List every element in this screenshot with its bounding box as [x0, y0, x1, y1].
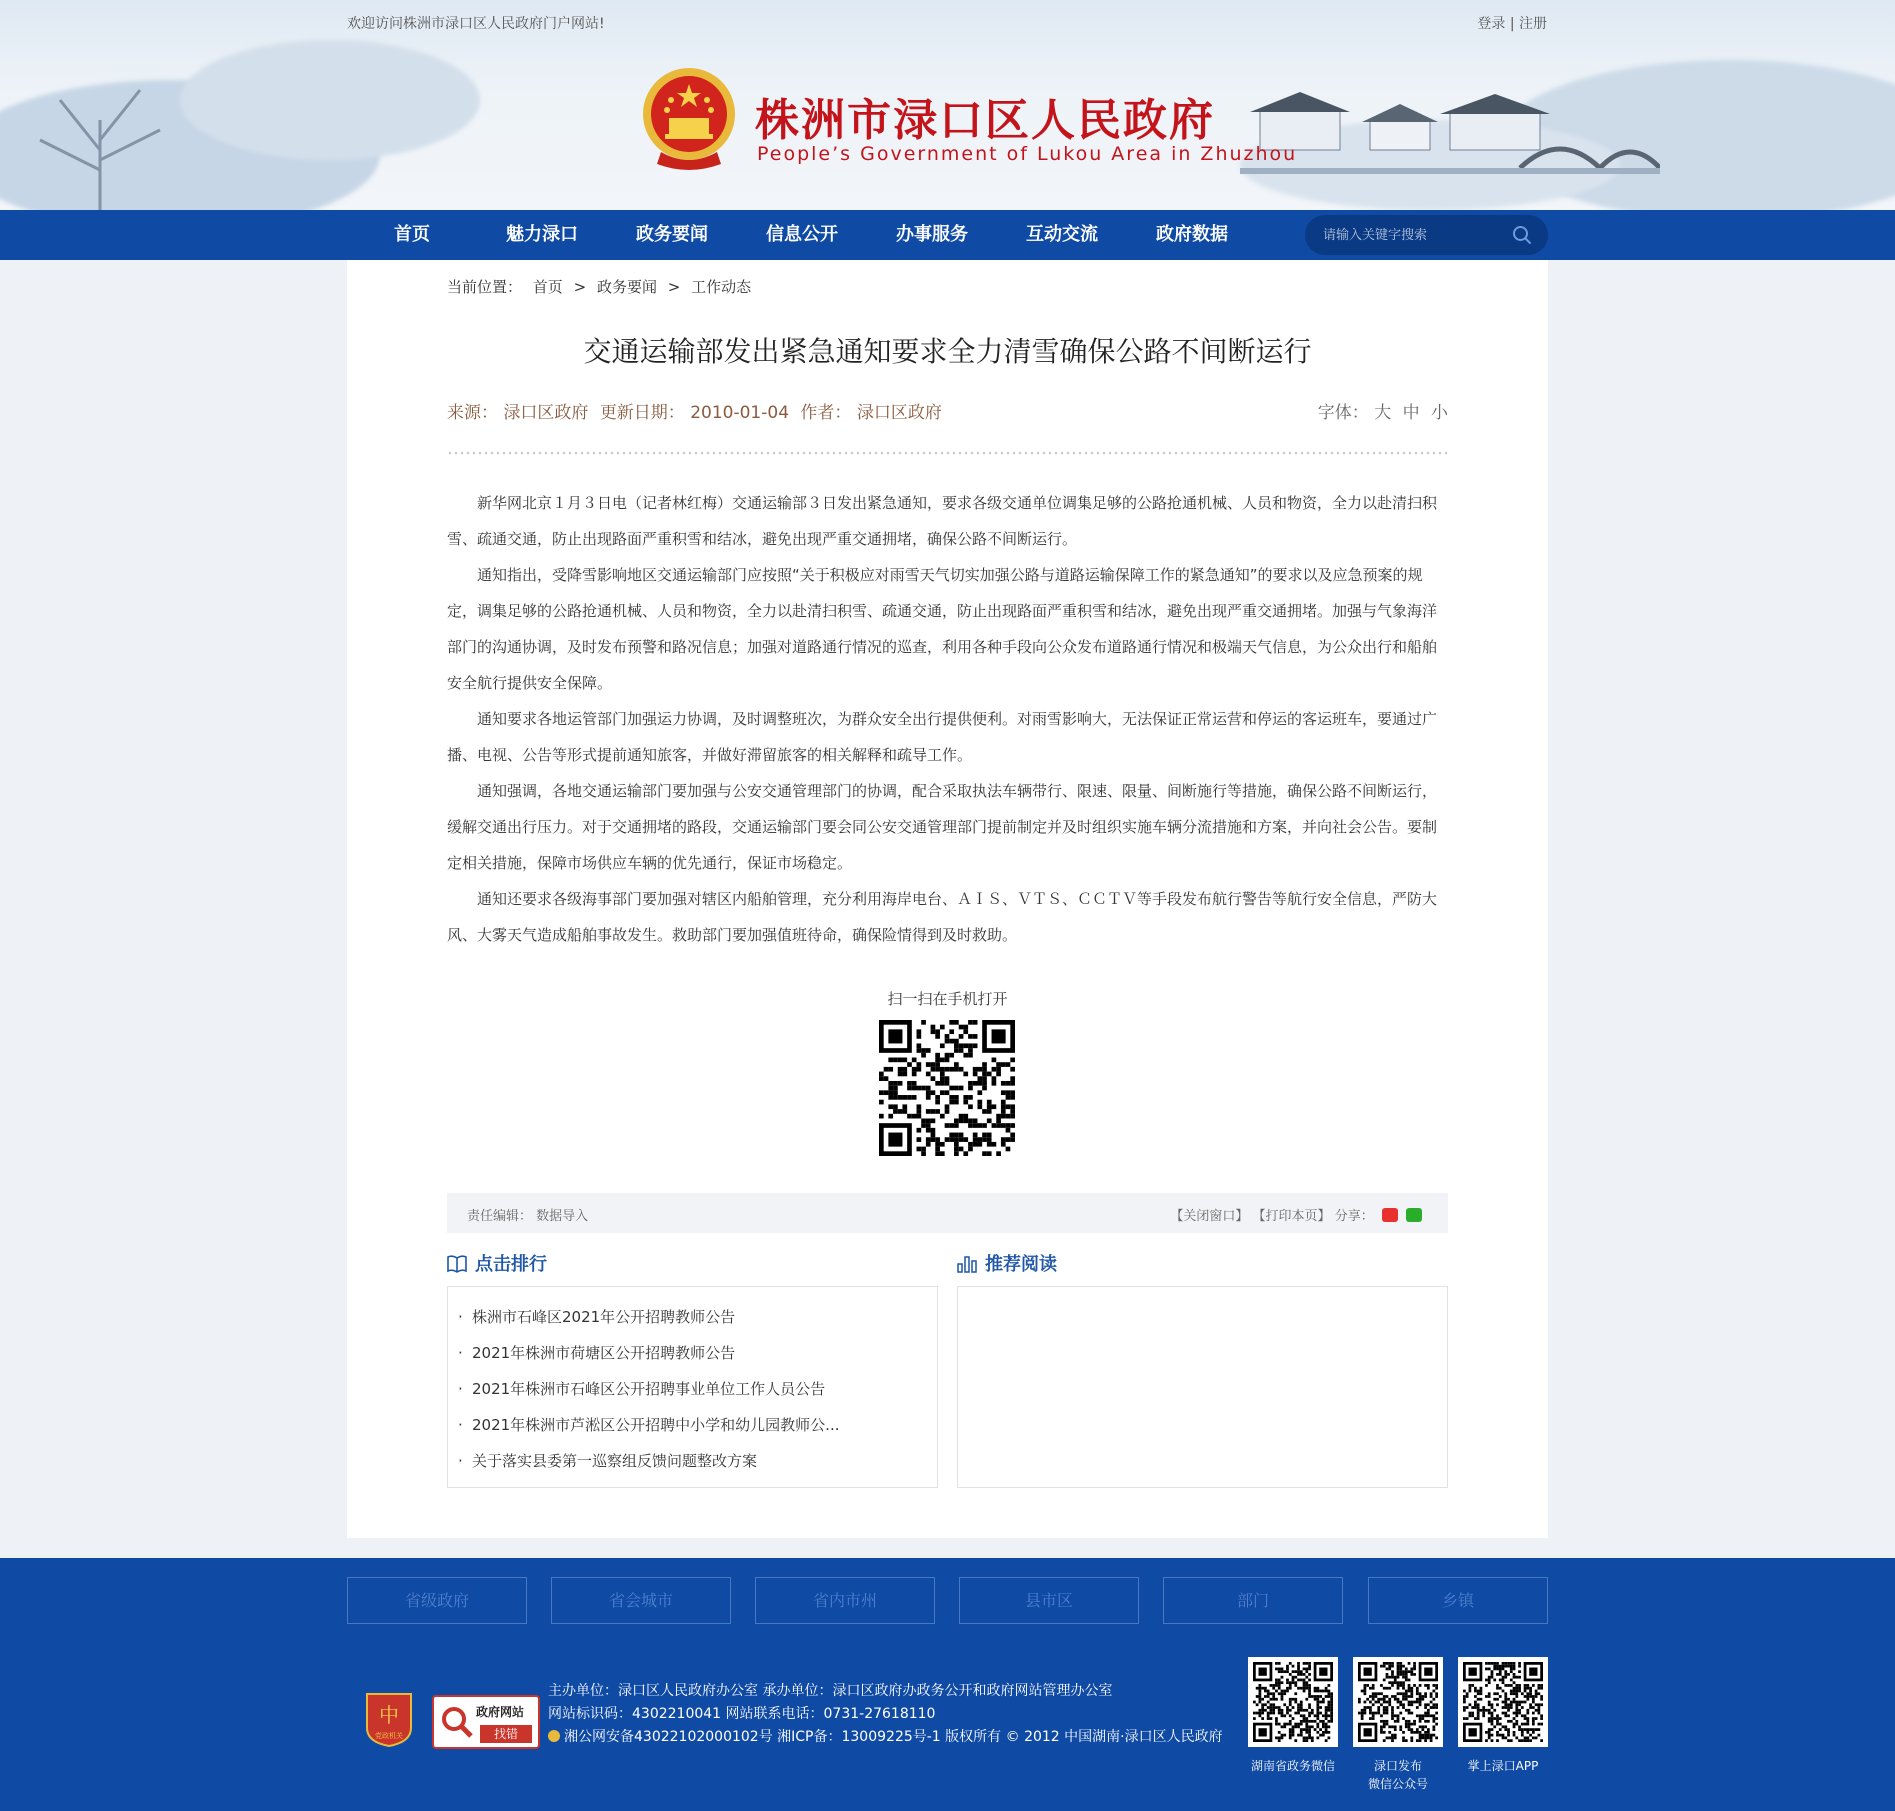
dotted-divider	[447, 450, 1448, 456]
book-icon	[447, 1255, 467, 1273]
error-report-bottom: 找错	[480, 1725, 532, 1743]
main-navigation	[0, 210, 1895, 260]
footer-icp-value: 湘公网安备43022102000102号 湘ICP备：13009225号-1 版权所有 © 2012 中国湖南·渌口区人民政府	[564, 1729, 1223, 1745]
site-title: 株洲市渌口区人民政府	[755, 95, 1215, 146]
editor-label: 责任编辑：	[467, 1209, 533, 1224]
party-gov-badge-icon[interactable]	[363, 1690, 415, 1748]
editor-bar	[447, 1193, 1448, 1233]
nav-services[interactable]: 办事服务	[896, 224, 968, 245]
national-emblem-icon	[641, 64, 737, 172]
breadcrumb-home[interactable]: 首页	[532, 278, 563, 296]
share-label: 分享：	[1334, 1209, 1374, 1224]
recommend-list-box	[957, 1286, 1448, 1488]
footer-info	[548, 1680, 1223, 1749]
font-large-button[interactable]: 大	[1374, 403, 1392, 423]
qr-label-lukou-app: 掌上渌口APP	[1467, 1759, 1539, 1773]
article-paragraph: 通知还要求各级海事部门要加强对辖区内船舶管理，充分利用海岸电台、ＡＩＳ、ＶＴＳ、ＣＣＴＶ等手段发布航行警告等航行安全信息，严防大风、大雾天气造成船舶事故发生。救助部门要加强值班待命，确保险情得到及时救助。	[447, 890, 1438, 944]
qr-label-hunan-wechat: 湖南省政务微信	[1250, 1759, 1335, 1773]
footer-link-provincial-gov[interactable]: 省级政府	[347, 1577, 527, 1624]
mountain-decoration	[180, 40, 480, 160]
qr-code-hunan-wechat	[1248, 1657, 1338, 1747]
qr-code-image	[879, 1020, 1015, 1156]
article-paragraph: 新华网北京１月３日电（记者林红梅）交通运输部３日发出紧急通知，要求各级交通单位调集足够的公路抢通机械、人员和物资，全力以赴清扫积雪、疏通交通，防止出现路面严重积雪和结冰，避免出现严重交通拥堵，确保公路不间断运行。	[447, 494, 1438, 548]
source-value: 渌口区政府	[503, 403, 589, 423]
recommend-header	[957, 1250, 1057, 1276]
footer-link-counties[interactable]: 县市区	[959, 1577, 1139, 1624]
qr-label-lukou-wechat: 渌口发布 微信公众号	[1367, 1759, 1428, 1791]
search-box	[1305, 215, 1548, 255]
wechat-share-icon[interactable]	[1406, 1208, 1422, 1222]
recommend-title: 推荐阅读	[985, 1254, 1057, 1275]
breadcrumb-label: 当前位置：	[447, 278, 523, 296]
welcome-text: 欢迎访问株洲市渌口区人民政府门户网站!	[347, 16, 605, 32]
footer-link-provincial-capitals[interactable]: 省会城市	[551, 1577, 731, 1624]
list-item[interactable]: · 2021年株洲市芦淞区公开招聘中小学和幼儿园教师公...	[458, 1416, 840, 1434]
footer-icp-text	[548, 1726, 1223, 1749]
ranking-list-box	[447, 1286, 938, 1488]
date-value: 2010-01-04	[690, 403, 790, 423]
register-link[interactable]: 注册	[1519, 16, 1547, 32]
nav-gov-news[interactable]: 政务要闻	[636, 224, 708, 245]
font-medium-button[interactable]: 中	[1402, 403, 1420, 423]
site-subtitle: People’s Government of Lukou Area in Zhuzhou	[757, 143, 1298, 165]
source-label: 来源：	[447, 403, 498, 423]
site-error-report-button[interactable]	[432, 1695, 540, 1749]
police-badge-icon	[548, 1730, 560, 1742]
author-value: 渌口区政府	[856, 403, 942, 423]
breadcrumb-separator: >	[667, 278, 681, 296]
article-paragraph: 通知要求各地运管部门加强运力协调，及时调整班次，为群众安全出行提供便利。对雨雪影响大，无法保证正常运营和停运的客运班车，要通过广播、电视、公告等形式提前通知旅客，并做好滞留旅客的相关解释和疏导工作。	[447, 710, 1438, 764]
breadcrumb	[447, 276, 751, 297]
nav-info-disclosure[interactable]: 信息公开	[766, 224, 838, 245]
article-title: 交通运输部发出紧急通知要求全力清雪确保公路不间断运行	[583, 335, 1312, 368]
search-icon[interactable]	[1512, 225, 1532, 245]
close-window-button[interactable]: 【关闭窗口】	[1170, 1209, 1249, 1224]
list-item-text: 株洲市石峰区2021年公开招聘教师公告	[472, 1308, 736, 1326]
qr-code-lukou-wechat	[1353, 1657, 1443, 1747]
footer-link-townships[interactable]: 乡镇	[1368, 1577, 1548, 1624]
list-item[interactable]: · 2021年株洲市石峰区公开招聘事业单位工作人员公告	[458, 1380, 826, 1398]
list-item-text: 2021年株洲市芦淞区公开招聘中小学和幼儿园教师公...	[472, 1416, 840, 1434]
tree-decoration	[0, 60, 200, 210]
error-report-top: 政府网站	[476, 1705, 525, 1719]
divider: |	[1509, 16, 1515, 32]
date-label: 更新日期：	[599, 403, 685, 423]
footer-link-prefectures[interactable]: 省内市州	[755, 1577, 935, 1624]
content-panel	[347, 260, 1548, 1538]
login-link[interactable]: 登录	[1477, 16, 1506, 32]
list-item[interactable]: · 关于落实县委第一巡察组反馈问题整改方案	[458, 1452, 758, 1470]
site-header	[0, 0, 1895, 210]
article-body	[447, 485, 1448, 953]
font-size-switcher	[1312, 398, 1448, 423]
ranking-header	[447, 1250, 547, 1276]
village-illustration	[1240, 90, 1660, 180]
font-size-label: 字体：	[1317, 403, 1369, 423]
ranking-title: 点击排行	[475, 1254, 547, 1275]
list-item-text: 2021年株洲市石峰区公开招聘事业单位工作人员公告	[472, 1380, 826, 1398]
footer-link-departments[interactable]: 部门	[1163, 1577, 1343, 1624]
article-paragraph: 通知强调，各地交通运输部门要加强与公安交通管理部门的协调，配合采取执法车辆带行、限速、限量、间断施行等措施，确保公路不间断运行，缓解交通出行压力。对于交通拥堵的路段，交通运输部门要会同公安交通管理部门提前制定并及时组织实施车辆分流措施和方案，并向社会公告。要制定相关措施，保障市场供应车辆的优先通行，保证市场稳定。	[447, 782, 1438, 872]
bar-chart-icon	[957, 1255, 977, 1273]
footer-host-text: 主办单位：渌口区人民政府办公室 承办单位：渌口区政府办政务公开和政府网站管理办公室	[548, 1683, 1113, 1699]
author-label: 作者：	[800, 403, 852, 423]
nav-interaction[interactable]: 互动交流	[1026, 224, 1098, 245]
ranking-list	[448, 1287, 937, 1479]
editor-value: 数据导入	[536, 1209, 589, 1224]
qr-code-lukou-app	[1458, 1657, 1548, 1747]
nav-charm-lukou[interactable]: 魅力渌口	[506, 224, 578, 245]
qr-label: 扫一扫在手机打开	[887, 990, 1008, 1008]
list-item-text: 2021年株洲市荷塘区公开招聘教师公告	[472, 1344, 736, 1362]
site-footer	[0, 1558, 1895, 1811]
breadcrumb-work-updates[interactable]: 工作动态	[691, 278, 752, 296]
badge-text: 党政机关	[375, 1732, 403, 1740]
print-page-button[interactable]: 【打印本页】	[1252, 1209, 1331, 1224]
article-paragraph: 通知指出，受降雪影响地区交通运输部门应按照“关于积极应对雨雪天气切实加强公路与道路运输保障工作的紧急通知”的要求以及应急预案的规定，调集足够的公路抢通机械、人员和物资，全力以赴清扫积雪、疏通交通，防止出现路面严重积雪和结冰，避免出现严重交通拥堵。加强与气象海洋部门的沟通协调，及时发布预警和路况信息；加强对道路通行情况的巡查，利用各种手段向公众发布道路通行情况和极端天气信息，为公众出行和船舶安全航行提供安全保障。	[447, 566, 1438, 692]
magnifier-icon	[440, 1705, 474, 1739]
list-item[interactable]: · 株洲市石峰区2021年公开招聘教师公告	[458, 1308, 736, 1326]
weibo-share-icon[interactable]	[1382, 1208, 1398, 1222]
footer-site-id-text: 网站标识码：4302210041 网站联系电话：0731-27618110	[548, 1706, 936, 1722]
nav-gov-data[interactable]: 政府数据	[1156, 224, 1228, 245]
breadcrumb-separator: >	[573, 278, 587, 296]
list-item[interactable]: · 2021年株洲市荷塘区公开招聘教师公告	[458, 1344, 736, 1362]
font-small-button[interactable]: 小	[1431, 403, 1448, 423]
search-input[interactable]	[1323, 215, 1503, 255]
article-meta	[447, 398, 942, 423]
nav-home[interactable]: 首页	[394, 224, 430, 245]
top-bar	[347, 13, 1547, 33]
breadcrumb-gov-news[interactable]: 政务要闻	[596, 278, 657, 296]
svg-text:中: 中	[379, 1703, 399, 1727]
list-item-text: 关于落实县委第一巡察组反馈问题整改方案	[472, 1452, 758, 1470]
